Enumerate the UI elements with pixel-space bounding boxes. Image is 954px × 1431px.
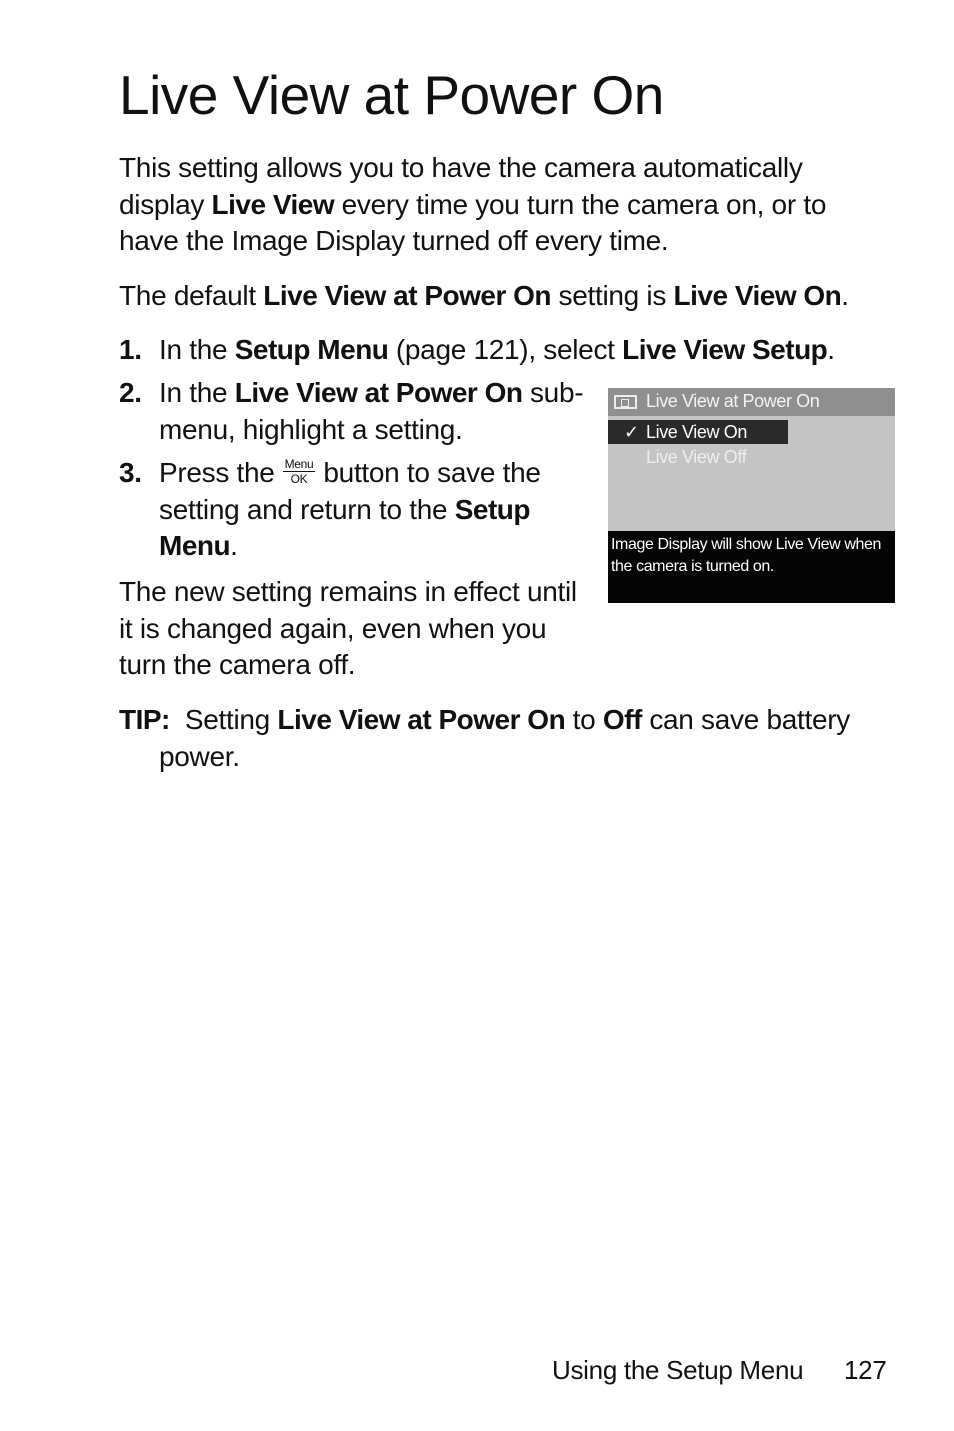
setup-menu-icon — [614, 395, 637, 409]
step-number: 1. — [119, 334, 142, 365]
screen-help-text: Image Display will show Live View when the camera is turned on. — [611, 536, 881, 575]
step-text: In the Setup Menu (page 121), select Live View Setup. — [159, 334, 835, 365]
step-1 — [119, 332, 879, 369]
camera-screen-illustration — [608, 388, 895, 603]
running-footer: Using the Setup Menu — [552, 1355, 804, 1385]
screen-help-bar — [608, 531, 895, 603]
screen-option-label: Live View On — [646, 422, 747, 442]
screen-option-selected — [608, 420, 788, 444]
intro-paragraph: This setting allows you to have the camera automatically display Live View every time you turn the camera on, or to have the Image Display turned off every time. — [119, 152, 827, 256]
tip-paragraph: TIP: Setting Live View at Power On to Off can save battery power. — [119, 704, 850, 772]
step-text: Press the Menu OK button to save the setting and return to the Setup Menu. — [159, 457, 541, 561]
step-text: In the Live View at Power On sub-menu, highlight a setting. — [159, 377, 584, 445]
step-number: 3. — [119, 457, 142, 488]
menu-ok-button-icon: Menu OK — [284, 457, 314, 487]
tip-label: TIP: — [119, 704, 170, 735]
check-icon: ✓ — [624, 422, 640, 442]
default-paragraph: The default Live View at Power On setting is Live View On. — [119, 280, 849, 311]
screen-option-other: Live View Off — [646, 447, 747, 467]
page-number: 127 — [844, 1355, 887, 1385]
step-3 — [119, 455, 589, 565]
step-2 — [119, 375, 589, 448]
term-live-view: Live View — [211, 188, 335, 220]
screen-header-title: Live View at Power On — [646, 391, 820, 411]
page-title: Live View at Power On — [119, 64, 664, 126]
step-number: 2. — [119, 377, 142, 408]
screen-header-bar — [608, 388, 895, 416]
remains-paragraph: The new setting remains in effect until it is changed again, even when you turn the camera off. — [119, 576, 577, 680]
